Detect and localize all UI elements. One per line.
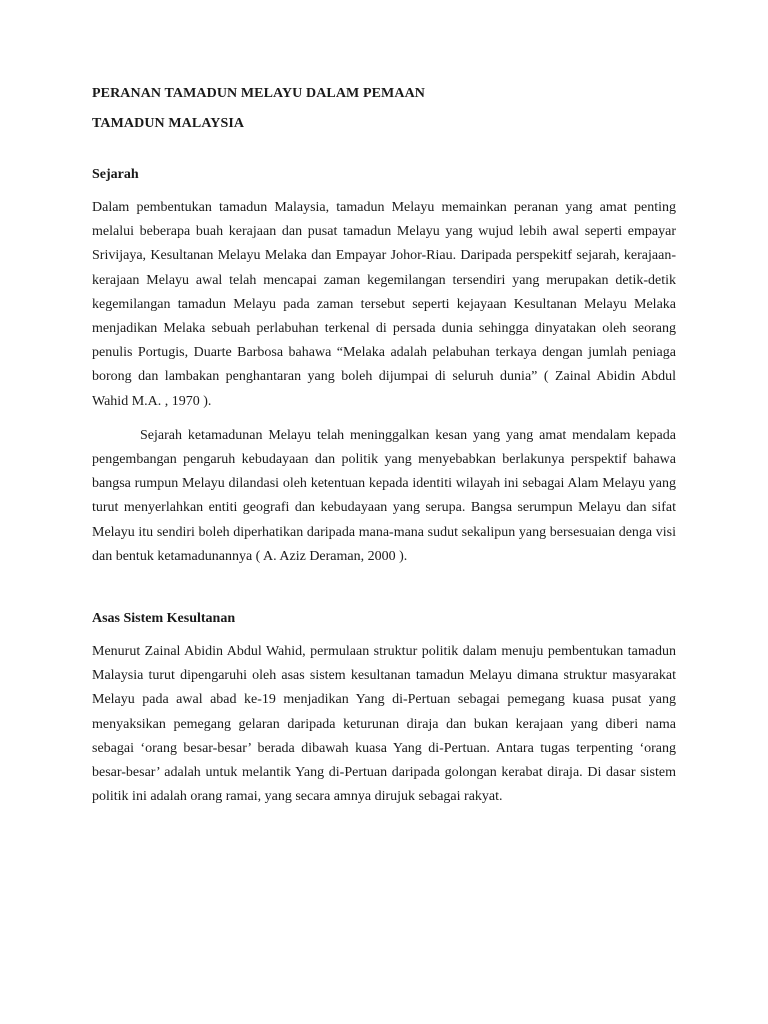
paragraph-kesultanan-1: Menurut Zainal Abidin Abdul Wahid, permulaan struktur politik dalam menuju pembentukan tamadun Malaysia turut dipengaruhi oleh asas sistem kesultanan tamadun Melayu dimana struktur masyarakat Melayu pada awal abad ke-19 menjadikan Yang di-Pertuan sebagai pemegang kuasa pusat yang menyaksikan pemegang gelaran daripada keturunan diraja dan bukan kerajaan yang diberi nama sebagai ‘orang besar-besar’ berada dibawah kuasa Yang di-Pertuan. Antara tugas terpenting ‘orang besar-besar’ adalah untuk melantik Yang di-Pertuan daripada golongan kerabat diraja. Di dasar sistem politik ini adalah orang ramai, yang secara amnya dirujuk sebagai rakyat. — [92, 644, 676, 805]
section-heading-asas-sistem-kesultanan: Asas Sistem Kesultanan — [92, 611, 236, 627]
document-title-line1: PERANAN TAMADUN MELAYU DALAM PEMAAN — [92, 86, 426, 101]
paragraph-sejarah-1: Dalam pembentukan tamadun Malaysia, tamadun Melayu memainkan peranan yang amat penting melalui beberapa buah kerajaan dan pusat tamadun Melayu yang wujud lebih awal seperti empayar Srivijaya, Kesultanan Melayu Melaka dan Empayar Johor-Riau. Daripada perspekitf sejarah, kerajaan-kerajaan Melayu awal telah mencapai zaman kegemilangan tersendiri yang merupakan detik-detik kegemilangan tamadun Melayu pada zaman tersebut seperti kejayaan Kesultanan Melayu Melaka menjadikan Melaka sebuah perlabuhan terkenal di persada dunia sehingga dinyatakan oleh seorang penulis Portugis, Duarte Barbosa bahawa “Melaka adalah pelabuhan terkaya dengan jumlah peniaga borong dan lambakan penghantaran yang boleh dijumpai di seluruh dunia” ( Zainal Abidin Abdul Wahid M.A. , 1970 ). — [92, 200, 676, 409]
paragraph-sejarah-2: Sejarah ketamadunan Melayu telah meninggalkan kesan yang yang amat mendalam kepada pengembangan pengaruh kebudayaan dan politik yang menyebabkan berlakunya perspektif bahawa bangsa rumpun Melayu dilandasi oleh ketentuan kepada identiti wilayah ini sebagai Alam Melayu yang turut menyerlahkan entiti geografi dan kebudayaan yang serupa. Bangsa serumpun Melayu dan sifat Melayu itu sendiri boleh diperhatikan daripada mana-mana sudut sekalipun yang bersesuaian denga visi dan bentuk ketamadunannya ( A. Aziz Deraman, 2000 ). — [92, 427, 676, 564]
document-page — [92, 84, 676, 809]
document-title-line2: TAMADUN MALAYSIA — [92, 116, 245, 131]
section-heading-sejarah: Sejarah — [92, 167, 139, 182]
